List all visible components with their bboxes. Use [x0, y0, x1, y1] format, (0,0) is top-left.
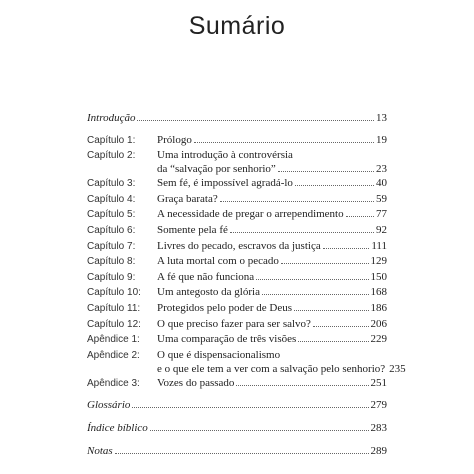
toc-entry-title: O que preciso fazer para ser salvo? [157, 317, 311, 330]
toc-entry-title: Livres do pecado, escravos da justiça [157, 239, 321, 252]
leader-dots [346, 207, 374, 217]
toc-page-number: 150 [370, 270, 387, 283]
toc-label: Capítulo 8: [87, 256, 136, 268]
toc-page-number: 13 [376, 112, 387, 124]
toc-page-number: 92 [376, 223, 387, 236]
toc-entry-title: Uma comparação de três visões [157, 333, 297, 346]
leader-dots [298, 332, 368, 342]
leader-dots [313, 317, 369, 327]
toc-entry [157, 133, 387, 147]
leader-dots [132, 398, 368, 408]
toc-entry [157, 348, 406, 376]
toc-entry-title: Graça barata? [157, 192, 218, 205]
toc-entry-title: Um antegosto da glória [157, 286, 260, 299]
toc-label: Apêndice 3: [87, 377, 140, 389]
toc-row [87, 317, 387, 333]
toc-page-number: 168 [370, 286, 387, 299]
toc-label: Capítulo 2: [87, 150, 136, 162]
toc-row [87, 239, 387, 255]
toc-page-number: 129 [370, 255, 387, 268]
toc-entry [87, 398, 387, 412]
leader-dots [150, 421, 369, 431]
toc-entry [87, 444, 387, 458]
toc-row [87, 398, 387, 414]
toc-row [87, 192, 387, 208]
toc-page-number: 59 [376, 192, 387, 205]
toc-entry [157, 223, 387, 237]
leader-dots [137, 111, 374, 121]
toc-entry [157, 254, 387, 268]
toc-page-number: 111 [371, 239, 387, 252]
table-of-contents [87, 111, 406, 459]
toc-row [87, 421, 387, 437]
toc-label: Capítulo 12: [87, 318, 141, 330]
toc-label: Capítulo 11: [87, 302, 141, 314]
toc-row [87, 176, 387, 192]
toc-row [87, 223, 387, 239]
toc-page-number: 283 [370, 421, 387, 434]
toc-entry [157, 376, 387, 390]
toc-row [87, 207, 387, 223]
toc-page-number: 23 [376, 163, 387, 176]
toc-entry-title-continued: e o que ele tem a ver com a salvação pelo senhorio? [157, 362, 386, 375]
toc-label: Capítulo 1: [87, 134, 136, 146]
toc-entry-title-continued: da “salvação por senhorio” [157, 163, 276, 176]
toc-entry-title: Índice bíblico [87, 421, 148, 434]
toc-entry-title: Vozes do passado [157, 376, 235, 389]
leader-dots [115, 444, 369, 454]
toc-page-number: 289 [370, 444, 387, 457]
toc-entry-title: A fé que não funciona [157, 270, 255, 283]
leader-dots [323, 239, 370, 249]
leader-dots [281, 254, 369, 264]
toc-entry-title: O que é dispensacionalismo [157, 348, 281, 361]
toc-page-number: 279 [370, 399, 387, 412]
toc-entry [157, 192, 387, 206]
toc-label: Capítulo 3: [87, 178, 136, 190]
toc-label: Apêndice 2: [87, 349, 140, 361]
toc-label: Capítulo 9: [87, 271, 136, 283]
leader-dots [230, 223, 374, 233]
toc-row [87, 111, 387, 127]
toc-entry [87, 111, 387, 125]
toc-entry [87, 421, 387, 435]
toc-label: Capítulo 10: [87, 287, 141, 299]
leader-dots [256, 270, 368, 280]
toc-entry-title: Somente pela fé [157, 223, 228, 236]
leader-dots [194, 133, 374, 143]
toc-entry-title: A luta mortal com o pecado [157, 255, 279, 268]
toc-page-number: 40 [376, 177, 387, 190]
toc-entry-title: Glossário [87, 399, 131, 412]
toc-label: Capítulo 7: [87, 240, 136, 252]
toc-entry [157, 317, 387, 331]
toc-page-number: 251 [370, 376, 387, 389]
toc-page-number: 19 [376, 133, 387, 146]
toc-entry-title: Protegidos pelo poder de Deus [157, 301, 293, 314]
toc-row [87, 133, 387, 149]
toc-entry [157, 285, 387, 299]
toc-label: Apêndice 1: [87, 334, 140, 346]
toc-row [87, 285, 387, 301]
toc-row [87, 254, 387, 270]
toc-entry [157, 207, 387, 221]
toc-row [87, 376, 387, 392]
toc-entry [157, 148, 387, 176]
toc-row [87, 301, 387, 317]
leader-dots [220, 192, 374, 202]
toc-label: Capítulo 6: [87, 224, 136, 236]
toc-row [87, 348, 406, 376]
toc-row [87, 148, 387, 176]
toc-entry [157, 270, 387, 284]
toc-entry [157, 176, 387, 190]
toc-entry-title: Introdução [87, 112, 136, 124]
toc-row [87, 270, 387, 286]
toc-page-number: 206 [370, 317, 387, 330]
toc-entry [157, 239, 387, 253]
leader-dots [236, 376, 368, 386]
toc-page-number: 229 [370, 333, 387, 346]
toc-page-number: 186 [370, 301, 387, 314]
toc-label: Capítulo 4: [87, 193, 136, 205]
toc-entry [157, 332, 387, 346]
page-title: Sumário [188, 12, 286, 40]
toc-page-number: 235 [389, 362, 406, 375]
toc-row [87, 332, 387, 348]
leader-dots [262, 285, 369, 295]
toc-entry-title: Prólogo [157, 133, 192, 146]
toc-entry-title: A necessidade de pregar o arrependimento [157, 208, 344, 221]
leader-dots [278, 162, 374, 172]
leader-dots [295, 176, 374, 186]
toc-label: Capítulo 5: [87, 209, 136, 221]
toc-entry [157, 301, 387, 315]
leader-dots [294, 301, 368, 311]
toc-entry-title: Uma introdução à controvérsia [157, 149, 293, 162]
toc-page-number: 77 [376, 208, 387, 221]
toc-row [87, 444, 387, 460]
toc-entry-title: Sem fé, é impossível agradá-lo [157, 177, 293, 190]
toc-entry-title: Notas [87, 444, 113, 457]
